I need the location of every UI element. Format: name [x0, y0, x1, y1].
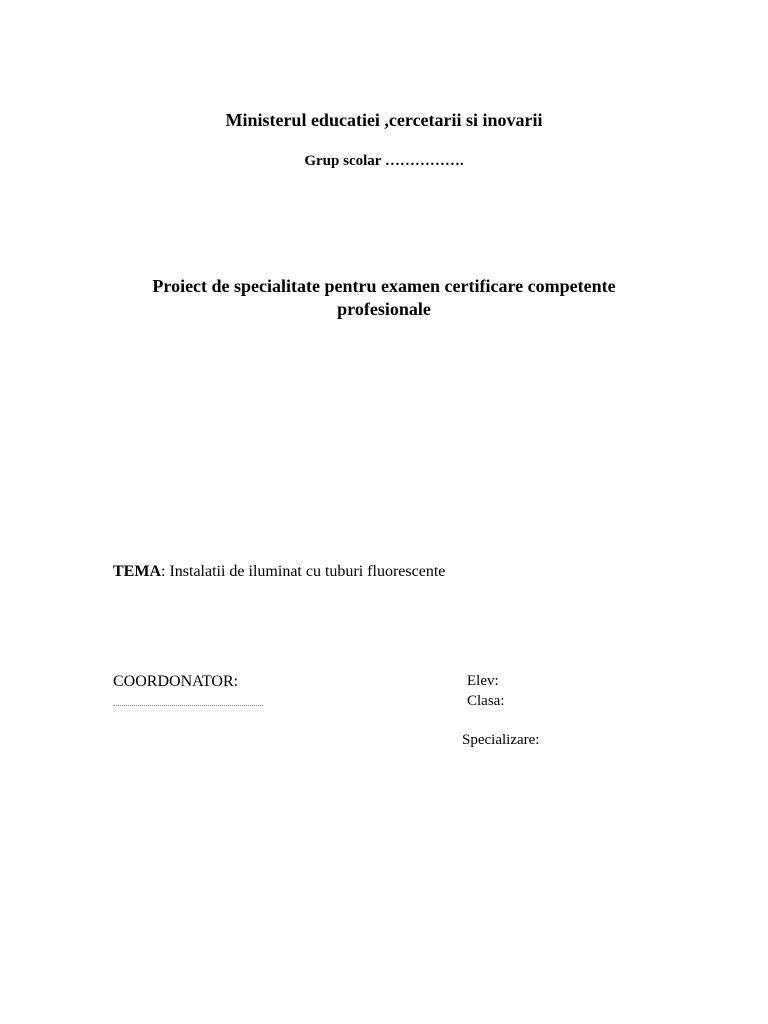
class-label: Clasa: [467, 693, 505, 709]
coordinator-label: COORDONATOR: [113, 673, 239, 690]
specialization-label: Specializare: [462, 732, 540, 748]
student-label: Elev: [467, 673, 499, 689]
theme-label: TEMA [113, 563, 161, 580]
coordinator-dotted-line [113, 705, 263, 706]
ministry-heading: Ministerul educatiei ,cercetarii si inovarii [225, 110, 543, 130]
theme-value: : Instalatii de iluminat cu tuburi fluorescente [161, 563, 446, 580]
project-title: Proiect de specialitate pentru examen certificare competente profesionale [152, 276, 616, 319]
school-group-line: Grup scolar ……………. [304, 153, 464, 169]
theme-line [113, 564, 445, 580]
